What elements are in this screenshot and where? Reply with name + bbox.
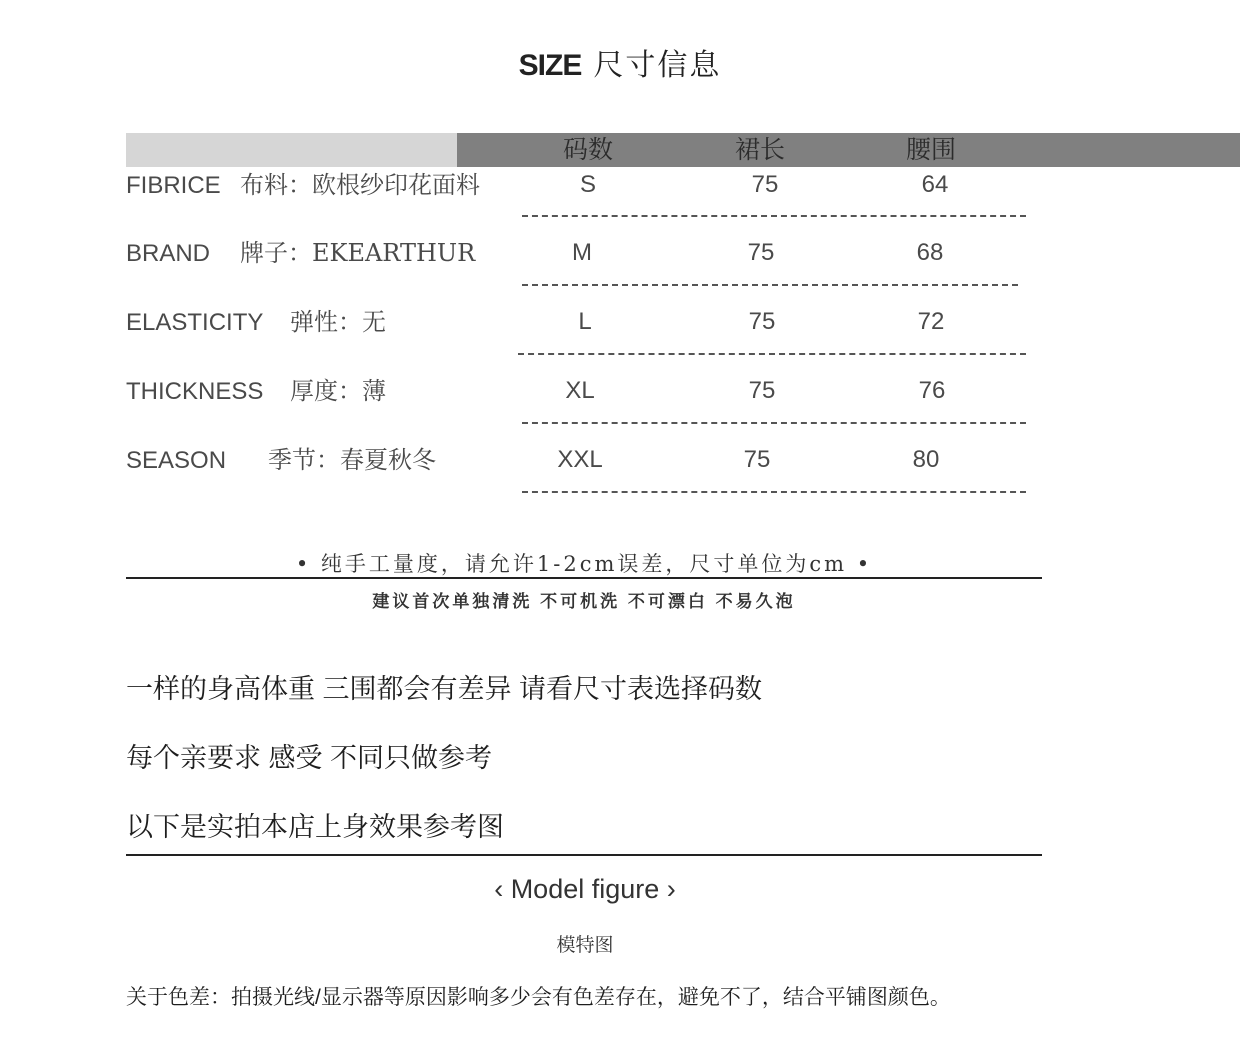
header-waist: 腰围 <box>905 135 957 164</box>
model-figure-heading: ‹ Model figure › <box>494 874 676 904</box>
cell-size: S <box>579 171 597 198</box>
cell-size: XXL <box>557 446 603 473</box>
spec-label <box>126 304 386 341</box>
row-divider <box>518 353 1026 355</box>
table-row <box>0 373 1240 413</box>
spec-label <box>126 373 386 410</box>
cell-waist: 72 <box>917 308 945 335</box>
cell-waist: 80 <box>912 446 940 473</box>
cell-length: 75 <box>743 446 771 473</box>
table-row <box>0 167 1240 207</box>
model-figure-subheading: 模特图 <box>556 935 614 956</box>
cell-waist: 64 <box>921 171 949 198</box>
cell-length: 75 <box>747 239 775 266</box>
header-length: 裙长 <box>734 135 786 164</box>
spec-key: BRAND <box>126 240 211 267</box>
spec-key: THICKNESS <box>126 378 264 405</box>
spec-value: 弹性：无 <box>290 308 386 336</box>
advice-line: 一样的身高体重 三围都会有差异 请看尺寸表选择码数 <box>126 674 763 704</box>
measurement-note: • 纯手工量度，请允许1-2cm误差，尺寸单位为cm • <box>295 552 873 576</box>
advice-line: 每个亲要求 感受 不同只做参考 <box>126 743 493 773</box>
spec-value: 布料：欧根纱印花面料 <box>240 171 480 199</box>
spec-label <box>126 167 480 204</box>
spec-value: 季节：春夏秋冬 <box>268 446 436 474</box>
cell-length: 75 <box>748 308 776 335</box>
advice-line: 以下是实拍本店上身效果参考图 <box>126 812 504 842</box>
table-header-bar-light <box>126 133 457 167</box>
header-size: 码数 <box>562 135 614 164</box>
title-cn: 尺寸信息 <box>593 49 722 82</box>
row-divider <box>522 215 1026 217</box>
row-divider <box>522 491 1026 493</box>
cell-waist: 76 <box>918 377 946 404</box>
spec-key: SEASON <box>126 447 227 474</box>
page-title <box>0 40 1240 84</box>
spec-label <box>126 442 436 479</box>
table-row <box>0 442 1240 482</box>
spec-value: 牌子：EKEARTHUR <box>240 239 476 267</box>
table-row <box>0 235 1240 275</box>
table-row <box>0 304 1240 344</box>
cell-waist: 68 <box>916 239 944 266</box>
divider-rule <box>126 577 1042 579</box>
row-divider <box>522 422 1026 424</box>
spec-key: ELASTICITY <box>126 309 264 336</box>
cell-length: 75 <box>748 377 776 404</box>
spec-label <box>126 235 475 272</box>
title-en: SIZE <box>518 49 582 82</box>
row-divider <box>522 284 1018 286</box>
cell-size: L <box>578 308 592 335</box>
color-difference-note: 关于色差：拍摄光线/显示器等原因影响多少会有色差存在，避免不了，结合平铺图颜色。 <box>126 986 951 1009</box>
cell-size: XL <box>565 377 595 404</box>
cell-length: 75 <box>751 171 779 198</box>
spec-value: 厚度：薄 <box>290 377 386 405</box>
washing-note: 建议首次单独清洗 不可机洗 不可漂白 不易久泡 <box>372 592 796 611</box>
divider-rule <box>126 854 1042 856</box>
cell-size: M <box>572 239 592 266</box>
spec-key: FIBRICE <box>126 172 221 199</box>
